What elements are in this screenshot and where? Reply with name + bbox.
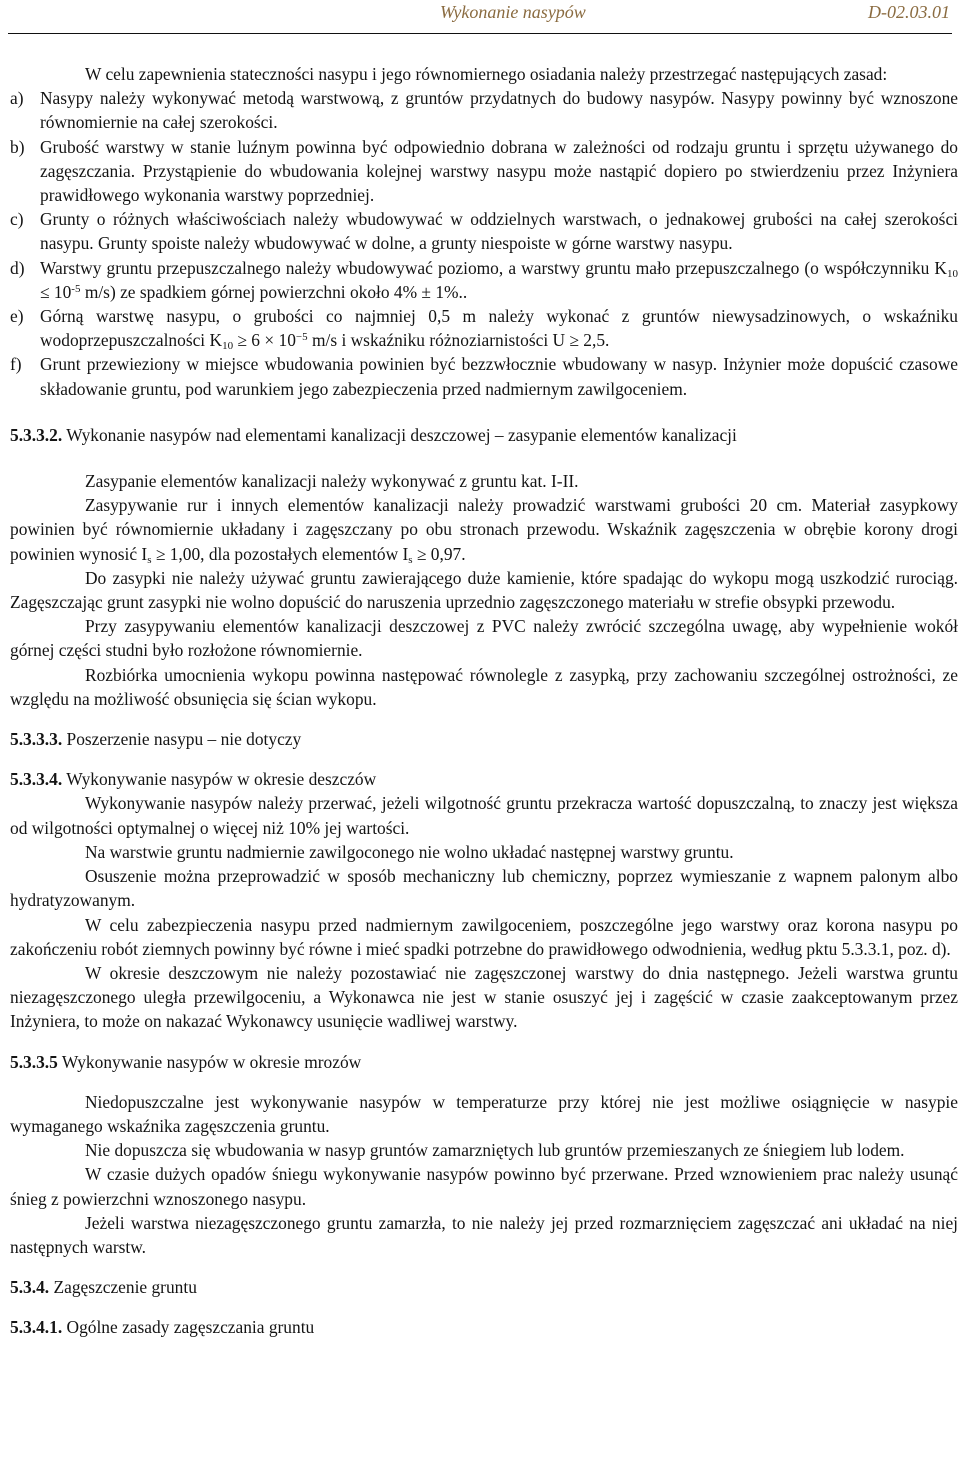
section-number: 5.3.4.1. (10, 1317, 63, 1338)
paragraph: Przy zasypywaniu elementów kanalizacji deszczowej z PVC należy zwrócić szczególna uwagę, aby wypełnienie wokół górnej części studni było rozłożone równomiernie. (10, 616, 958, 661)
paragraph: Niedopuszczalne jest wykonywanie nasypów w temperaturze przy której nie jest możliwe osiągnięcie w nasypie wymaganego wskaźnika zagęszczenia gruntu. (10, 1091, 958, 1136)
paragraph: W czasie dużych opadów śniegu wykonywanie nasypów powinno być przerwane. Przed wznowieniem prac należy usunąć śnieg z powierzchni wznoszonego nasypu. (10, 1164, 958, 1209)
section-number: 5.3.3.4. (10, 769, 63, 790)
section-title: Wykonanie nasypów nad elementami kanalizacji deszczowej – zasypanie elementów kanalizacji (62, 424, 737, 445)
paragraph: Do zasypki nie należy używać gruntu zawierającego duże kamienie, które spadając do wykopu mogą uszkodzić rurociąg. Zagęszczając grunt zasypki nie wolno dopuścić do naruszenia uprzednio zagęszczonego materiału w strefie obsypki przewodu. (10, 567, 958, 613)
rule-text-part: Górną warstwę nasypu, o grubości co najmniej 0,5 m należy wykonać z gruntów niewysadzinowych, o wskaźniku wodoprzepuszczalności K (40, 306, 958, 351)
rule-text-part: m/s) ze spadkiem górnej powierzchni około 4% ± 1%.. (80, 281, 468, 302)
section-heading-5335 (10, 1050, 958, 1074)
section-heading-5333 (10, 727, 958, 751)
subscript: s (147, 553, 152, 566)
paragraph: Nie dopuszcza się wbudowania w nasyp gruntów zamarzniętych lub gruntów przemieszanych ze śniegiem lub lodem. (85, 1140, 905, 1161)
subscript: 10 (947, 267, 958, 280)
rule-label: d) (10, 257, 25, 278)
rule-text: Grubość warstwy w stanie luźnym powinna być odpowiednio dobrana w zależności od rodzaju gruntu i sprzętu używanego do zagęszczania. Przystąpienie do wbudowania kolejnej warstwy nasypu może nastąpić dopiero po stwierdzeniu przez Inżyniera prawidłowego wykonania warstwy poprzedniej. (40, 136, 958, 206)
section-title: Zagęszczenie gruntu (49, 1277, 197, 1298)
rule-text: Grunty o różnych właściwościach należy wbudowywać w oddzielnych warstwach, o jednakowej grubości na całej szerokości nasypu. Grunty spoiste należy wbudowywać w dolne, a grunty niespoiste w górne warstwy nasypu. (40, 209, 958, 254)
subscript: 10 (222, 340, 234, 353)
section-heading-5332 (10, 423, 958, 447)
rule-b (10, 135, 958, 208)
paragraph-part: ≥ 0,97. (412, 543, 466, 564)
rule-a (10, 86, 958, 134)
rule-text: Grunt przewieziony w miejsce wbudowania powinien być bezzwłocznie wbudowany w nasyp. Inżynier może dopuścić czasowe składowanie gruntu, pod warunkiem jego zabezpieczenia przed nadmiernym zawilgoceniem. (40, 354, 958, 399)
paragraph (10, 493, 958, 566)
rule-label: c) (10, 209, 24, 230)
paragraph-part: ≥ 1,00, dla pozostałych elementów I (151, 543, 409, 564)
paragraph: Jeżeli warstwa niezagęszczonego gruntu zamarzła, to nie należy jej przed rozmarznięciem zagęszczać ani układać na niej następnych warstw. (10, 1212, 958, 1257)
section-number: 5.3.3.5 (10, 1051, 58, 1072)
rule-label: a) (10, 88, 24, 109)
section-number: 5.3.4. (10, 1277, 50, 1298)
header-title: Wykonanie nasypów (440, 2, 586, 22)
paragraph: Rozbiórka umocnienia wykopu powinna następować równolegle z zasypką, przy zachowaniu szczególnej ostrożności, ze względu na możliwość obsunięcia się ścian wykopu. (10, 664, 958, 709)
paragraph: Osuszenie można przeprowadzić w sposób mechaniczny lub chemiczny, poprzez wymieszanie z wapnem palonym albo hydratyzowanym. (10, 866, 958, 911)
page-header (8, 0, 952, 34)
intro-paragraph: W celu zapewnienia stateczności nasypu i jego równomiernego osiadania należy przestrzegać następujących zasad: (85, 64, 888, 84)
section-title: Wykonywanie nasypów w okresie mrozów (57, 1051, 362, 1072)
rule-f (10, 352, 958, 400)
paragraph: W celu zabezpieczenia nasypu przed nadmiernym zawilgoceniem, poszczególne jego warstwy oraz korona nasypu po zakończeniu robót ziemnych powinny być równe i mieć spadki potrzebne do prawidłowego odwodnienia, według pktu 5.3.3.1, poz. d). (10, 914, 958, 959)
header-code: D-02.03.01 (868, 2, 950, 22)
section-heading-5334 (10, 767, 958, 791)
rule-text-part: ≥ 6 × 10 (233, 330, 296, 351)
section-number: 5.3.3.2. (10, 424, 63, 445)
section-heading-5341 (10, 1315, 958, 1339)
section-title: Ogólne zasady zagęszczania gruntu (62, 1317, 315, 1338)
paragraph: Na warstwie gruntu nadmiernie zawilgoconego nie wolno układać następnej warstwy gruntu. (85, 841, 734, 862)
rule-text (40, 256, 958, 304)
section-number: 5.3.3.3. (10, 729, 63, 750)
paragraph: Wykonywanie nasypów należy przerwać, jeżeli wilgotność gruntu przekracza wartość dopuszczalną, to znaczy jest większa od wilgotności optymalnej o więcej niż 10% jej wartości. (10, 793, 958, 838)
section-title: Wykonywanie nasypów w okresie deszczów (62, 769, 377, 790)
paragraph-part: Zasypywanie rur i innych elementów kanalizacji należy prowadzić warstwami grubości 20 cm. Materiał zasypkowy powinien być równomiernie układany i zagęszczany po obu stronach przewodu. Wskaźnik zagęszczenia w obrębie korony drogi powinien wynosić I (10, 495, 958, 564)
document-body (10, 62, 958, 1340)
rule-text-part: Warstwy gruntu przepuszczalnego należy wbudowywać poziomo, a warstwy gruntu mało przepuszczalnego (o współczynniku K (40, 257, 947, 278)
rule-text (40, 304, 958, 352)
rule-label: f) (10, 354, 22, 375)
subscript: s (408, 553, 413, 566)
rule-text-part: m/s i wskaźniku różnoziarnistości U ≥ 2,5. (307, 330, 610, 351)
rule-text-part: ≤ 10 (40, 281, 72, 302)
rule-e (10, 304, 958, 352)
paragraph: W okresie deszczowym nie należy pozostawiać nie zagęszczonej warstwy do dnia następnego. Jeżeli warstwa gruntu niezagęszczonego uległa przewilgoceniu, a Wykonawca nie jest w stanie osuszyć jej i zagęścić w czasie zaakceptowanym przez Inżyniera, to może on nakazać Wykonawcy usunięcie wadliwej warstwy. (10, 962, 958, 1032)
superscript: -5 (71, 282, 81, 295)
rule-label: e) (10, 306, 24, 327)
section-heading-534 (10, 1275, 958, 1299)
section-title: Poszerzenie nasypu – nie dotyczy (62, 729, 302, 750)
paragraph: Zasypanie elementów kanalizacji należy wykonywać z gruntu kat. I-II. (85, 471, 579, 492)
rule-text: Nasypy należy wykonywać metodą warstwową, z gruntów przydatnych do budowy nasypów. Nasypy powinny być wznoszone równomiernie na całej szerokości. (40, 88, 958, 133)
superscript: −5 (295, 331, 308, 344)
rule-label: b) (10, 136, 25, 157)
rule-c (10, 207, 958, 255)
rule-d (10, 256, 958, 304)
